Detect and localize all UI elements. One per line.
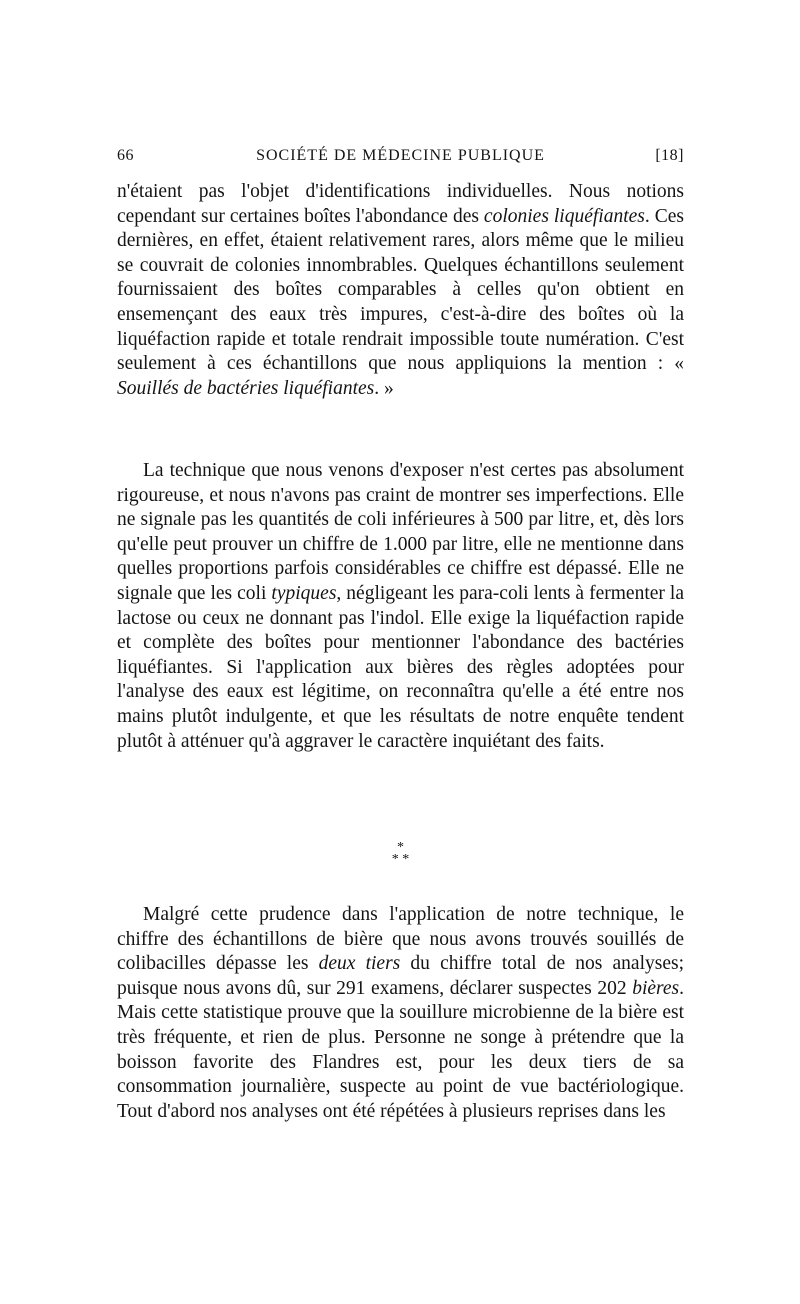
page-reference: [18] (655, 147, 684, 164)
italic-text: bières (632, 977, 680, 999)
italic-text: colonies liquéfiantes (483, 205, 645, 227)
italic-text: typiques (271, 582, 337, 604)
paragraph-2 (117, 459, 684, 754)
text-run: n'étaient pas l'objet d'identifications individuelles. Nous notions cependant sur certaines boîtes l'abondance des (117, 181, 684, 227)
text-run: . » (374, 377, 394, 399)
text-run: , négligeant les para-coli lents à fermenter la lactose ou ceux ne donnant pas l'indol. Elle exige la liquéfaction rapide et complète des boîtes pour mentionner l'abondance des bactéries liquéfiantes. Si l'application aux bières des règles adoptées pour l'analyse des eaux est légitime, on reconnaîtra qu'elle a été entre nos mains plutôt indulgente, et que les résultats de notre enquête tendent plutôt à atténuer qu'à aggraver le caractère inquiétant des faits. (117, 582, 684, 752)
page-header (117, 147, 684, 171)
text-run: . Ces dernières, en effet, étaient relativement rares, alors même que le milieu se couvrait de colonies innombrables. Quelques échantillons seulement fournissaient des boîtes comparables à celles qu'on obtient en ensemençant des eaux très impures, c'est-à-dire des boîtes où la liquéfaction rapide et totale rendrait impossible toute numération. C'est seulement à ces échantillons que nous appliquions la mention : « (117, 205, 684, 375)
section-separator (117, 842, 684, 866)
separator-top-asterisk: * (397, 840, 404, 855)
paragraph-3 (117, 903, 684, 1124)
paragraph-1 (117, 180, 684, 401)
separator-bottom-asterisks: * * (391, 852, 410, 867)
text-run: . Mais cette statistique prouve que la souillure microbienne de la bière est très fréquente, et rien de plus. Personne ne songe à prétendre que la boisson favorite des Flandres est, pour les deux tiers de sa consommation journalière, suspecte au point de vue bactériologique. Tout d'abord nos analyses ont été répétées à plusieurs reprises dans les (117, 977, 684, 1122)
text-run: Malgré cette prudence dans l'application de notre technique, le chiffre des échantillons de bière que nous avons trouvés souillés de colibacilles dépasse les (117, 904, 684, 975)
italic-text: deux tiers (318, 953, 401, 975)
book-page (117, 0, 684, 1304)
text-run: du chiffre total de nos analyses; puisque nous avons dû, sur 291 examens, déclarer suspectes 202 (117, 953, 684, 999)
italic-text: Souillés de bactéries liquéfiantes (117, 377, 375, 399)
text-run: La technique que nous venons d'exposer n'est certes pas absolument rigoureuse, et nous n'avons pas craint de montrer ses imperfections. Elle ne signale pas les quantités de coli inférieures à 500 par litre, et, dès lors qu'elle peut prouver un chiffre de 1.000 par litre, elle ne mentionne dans quelles proportions parfois considérables ce chiffre est dépassé. Elle ne signale que les coli (117, 460, 684, 604)
running-title: SOCIÉTÉ DE MÉDECINE PUBLIQUE (256, 147, 545, 164)
page-number: 66 (117, 147, 134, 164)
